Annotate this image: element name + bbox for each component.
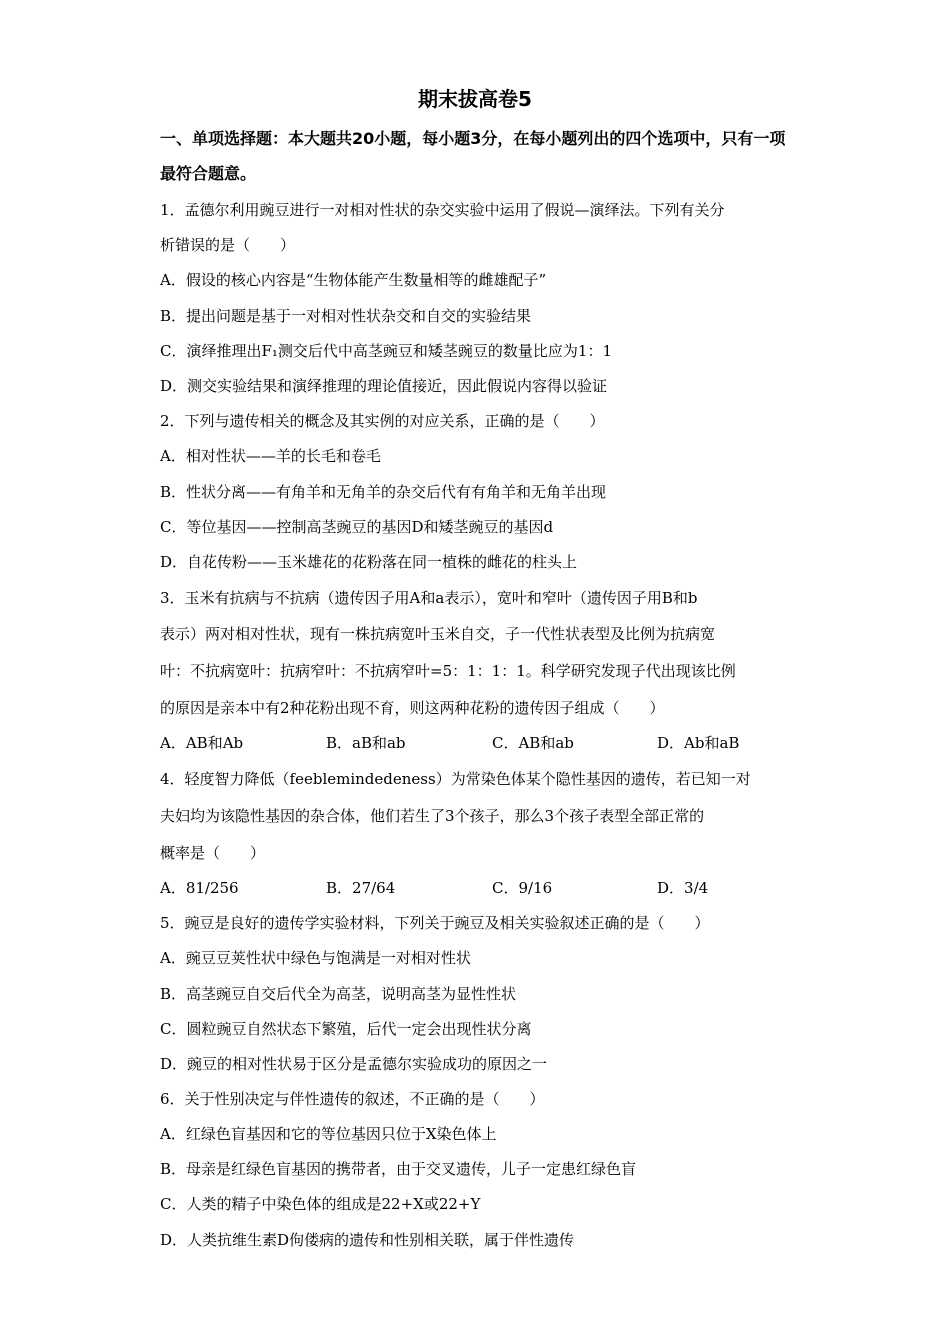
question-2-stem-line-1: 2．下列与遗传相关的概念及其实例的对应关系，正确的是（ ） [160,412,605,430]
question-2-option-a: A．相对性状——羊的长毛和卷毛 [160,447,381,465]
question-6-option-b: B．母亲是红绿色盲基因的携带者，由于交叉遗传，儿子一定患红绿色盲 [160,1160,637,1178]
question-1-option-a: A．假设的核心内容是“生物体能产生数量相等的雌雄配子” [160,271,547,289]
question-3-option-b: B．aB和ab [326,734,406,752]
question-4-option-a: A．81/256 [160,879,239,897]
question-5-option-c: C．圆粒豌豆自然状态下繁殖，后代一定会出现性状分离 [160,1020,532,1038]
question-5-option-a: A．豌豆豆荚性状中绿色与饱满是一对相对性状 [160,949,471,967]
question-3-stem-line-3: 叶：不抗病宽叶：抗病窄叶：不抗病窄叶=5：1：1：1。科学研究发现子代出现该比例 [160,662,736,680]
question-1-stem-line-1: 1．孟德尔利用豌豆进行一对相对性状的杂交实验中运用了假说—演绎法。下列有关分 [160,201,725,219]
question-5-stem-line-1: 5．豌豆是良好的遗传学实验材料，下列关于豌豆及相关实验叙述正确的是（ ） [160,914,710,932]
question-5-option-d: D．豌豆的相对性状易于区分是孟德尔实验成功的原因之一 [160,1055,548,1073]
question-5-option-b: B．高茎豌豆自交后代全为高茎，说明高茎为显性性状 [160,985,517,1003]
question-3-stem-line-4: 的原因是亲本中有2种花粉出现不育，则这两种花粉的遗传因子组成（ ） [160,699,665,717]
question-2-option-c: C．等位基因——控制高茎豌豆的基因D和矮茎豌豆的基因d [160,518,554,536]
question-6-option-c: C．人类的精子中染色体的组成是22+X或22+Y [160,1195,481,1213]
question-4-stem-line-1: 4．轻度智力降低（feeblemindedeness）为常染色体某个隐性基因的遗传，若已知一对 [160,770,751,788]
question-1-option-d: D．测交实验结果和演绎推理的理论值接近，因此假说内容得以验证 [160,377,608,395]
question-4-stem-line-2: 夫妇均为该隐性基因的杂合体，他们若生了3个孩子，那么3个孩子表型全部正常的 [160,807,705,825]
question-3-option-a: A．AB和Ab [160,734,244,752]
question-1-option-c: C．演绎推理出F₁测交后代中高茎豌豆和矮茎豌豆的数量比应为1：1 [160,342,612,360]
question-2-option-d: D．自花传粉——玉米雄花的花粉落在同一植株的雌花的柱头上 [160,553,578,571]
question-3-stem-line-1: 3．玉米有抗病与不抗病（遗传因子用A和a表示），宽叶和窄叶（遗传因子用B和b [160,589,698,607]
question-4-stem-line-3: 概率是（ ） [160,844,266,862]
question-1-stem-line-2: 析错误的是（ ） [160,236,296,254]
question-6-option-a: A．红绿色盲基因和它的等位基因只位于X染色体上 [160,1125,497,1143]
question-4-option-d: D．3/4 [657,879,709,897]
question-3-option-c: C．AB和ab [492,734,574,752]
question-6-option-d: D．人类抗维生素D佝偻病的遗传和性别相关联，属于伴性遗传 [160,1231,575,1249]
question-3-option-d: D．Ab和aB [657,734,740,752]
section-heading: 一、单项选择题：本大题共20小题，每小题3分，在每小题列出的四个选项中，只有一项最符合题意。 [160,129,786,183]
question-4-option-c: C．9/16 [492,879,553,897]
question-6-stem-line-1: 6．关于性别决定与伴性遗传的叙述，不正确的是（ ） [160,1090,545,1108]
question-3-stem-line-2: 表示）两对相对性状，现有一株抗病宽叶玉米自交，子一代性状表型及比例为抗病宽 [160,625,716,643]
question-2-option-b: B．性状分离——有角羊和无角羊的杂交后代有有角羊和无角羊出现 [160,483,607,501]
question-4-option-b: B．27/64 [326,879,396,897]
page-title: 期末拔高卷5 [418,87,532,111]
question-1-option-b: B．提出问题是基于一对相对性状杂交和自交的实验结果 [160,307,532,325]
